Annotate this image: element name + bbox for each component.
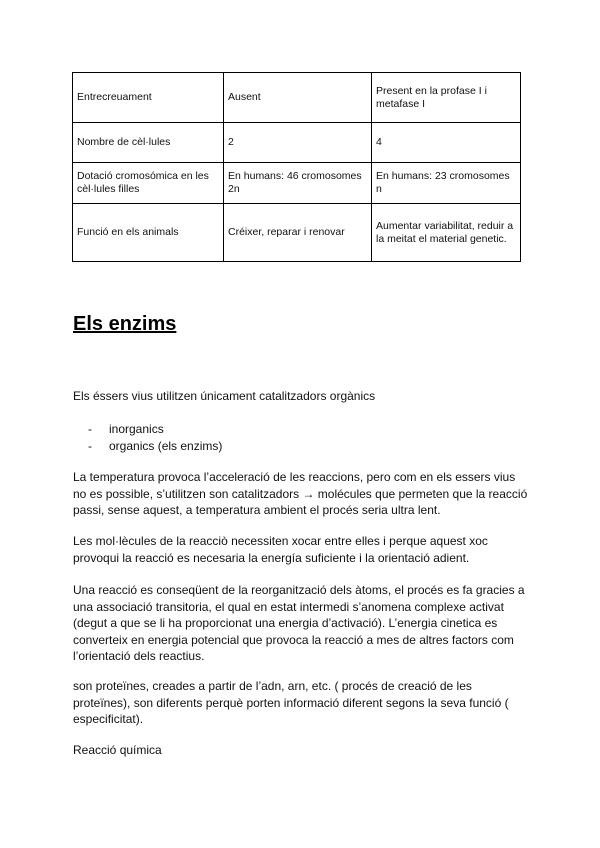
body-paragraph: Una reacció es conseqüent de la reorganització dels àtoms, el procés es fa gracies a una associació transitoria, el qual en estat intermedi s’anomena complexe activat (degut a que se li ha proporcionat una energia d’activació). L’energia cinetica es converteix en energia potencial que provoca la reacció a mes de altres factors com l’orientació dels reactius. bbox=[73, 583, 525, 663]
list-item: - inorganics bbox=[88, 422, 164, 436]
table-cell: Entrecreuament bbox=[73, 73, 224, 123]
list-dash: - bbox=[88, 422, 92, 436]
table-cell: Present en la profase I i metafase I bbox=[372, 73, 521, 123]
intro-paragraph: Els éssers vius utilitzen únicament catalitzadors orgànics bbox=[73, 389, 376, 403]
table-cell: Aumentar variabilitat, reduir a la meitat el material genetic. bbox=[372, 204, 521, 262]
catalyst-list bbox=[88, 421, 222, 454]
list-item: - organics (els enzims) bbox=[88, 438, 223, 453]
table-cell: En humans: 23 cromosomes n bbox=[372, 163, 521, 204]
table-row bbox=[73, 163, 521, 204]
table-cell: En humans: 46 cromosomes 2n bbox=[224, 163, 372, 204]
table-row bbox=[73, 204, 521, 262]
table-cell: Ausent bbox=[224, 73, 372, 123]
section-heading: Els enzims bbox=[73, 313, 177, 335]
table-row bbox=[73, 73, 521, 123]
table-cell: Dotació cromosómica en les cèl·lules filles bbox=[73, 163, 224, 204]
table-row bbox=[73, 123, 521, 163]
comparison-table bbox=[72, 72, 521, 262]
table-cell: Nombre de cèl·lules bbox=[73, 123, 224, 163]
table-cell: 4 bbox=[372, 123, 521, 163]
body-paragraph: son proteïnes, creades a partir de l’adn, arn, etc. ( procés de creació de les proteïnes), son diferents perquè porten informació diferent segons la seva funció ( especificitat). bbox=[73, 679, 509, 726]
body-paragraph: Les mol·lècules de la reacciò necessiten xocar entre elles i perque aquest xoc provoqui la reacció es necesaria la energía suficiente i la orientació adient. bbox=[73, 534, 488, 565]
table-cell: Funció en els animals bbox=[73, 204, 224, 262]
body-paragraph: La temperatura provoca l’acceleració de les reaccions, pero com en els essers vius no es possible, s’utilitzen son catalitzadors → molécules que permeten que la reacció passi, sense aquest, a temperatura ambient el procés seria ultra lent. bbox=[73, 470, 528, 517]
table-cell: 2 bbox=[224, 123, 372, 163]
list-dash: - bbox=[88, 438, 92, 453]
table-cell: Créixer, reparar i renovar bbox=[224, 204, 372, 262]
body-paragraph: Reacció química bbox=[73, 743, 162, 757]
